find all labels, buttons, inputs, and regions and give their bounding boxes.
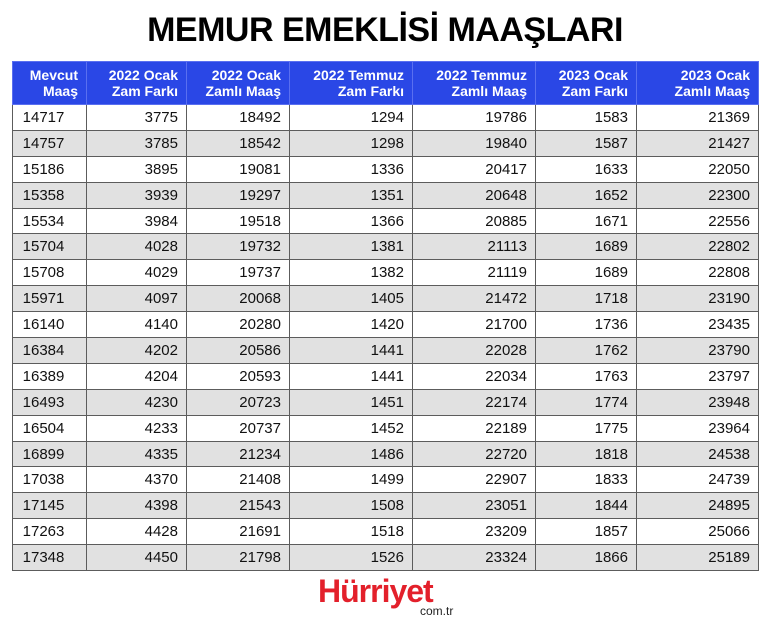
table-cell: 15704 <box>13 234 87 260</box>
table-cell: 1689 <box>536 234 637 260</box>
table-cell: 1833 <box>536 467 637 493</box>
table-cell: 24739 <box>637 467 759 493</box>
table-row <box>13 363 759 389</box>
column-header <box>637 62 759 105</box>
table-cell: 16389 <box>13 363 87 389</box>
table-cell: 22034 <box>413 363 536 389</box>
table-cell: 20648 <box>413 182 536 208</box>
table-cell: 17263 <box>13 519 87 545</box>
table-cell: 22556 <box>637 208 759 234</box>
table-cell: 4202 <box>87 338 187 364</box>
table-cell: 4028 <box>87 234 187 260</box>
table-cell: 4428 <box>87 519 187 545</box>
table-cell: 22720 <box>413 441 536 467</box>
table-cell: 1441 <box>290 338 413 364</box>
table-cell: 23790 <box>637 338 759 364</box>
table-row <box>13 105 759 131</box>
table-cell: 21113 <box>413 234 536 260</box>
table-cell: 1866 <box>536 545 637 571</box>
table-cell: 15358 <box>13 182 87 208</box>
table-cell: 18542 <box>187 130 290 156</box>
column-header-line: Mevcut <box>29 67 78 83</box>
table-header <box>13 62 759 105</box>
table-cell: 23051 <box>413 493 536 519</box>
table-cell: 21798 <box>187 545 290 571</box>
column-header <box>413 62 536 105</box>
column-header-line: Zamlı Maaş <box>674 83 750 99</box>
column-header <box>536 62 637 105</box>
table-row <box>13 519 759 545</box>
table-row <box>13 286 759 312</box>
table-cell: 22050 <box>637 156 759 182</box>
table-cell: 22802 <box>637 234 759 260</box>
table-row <box>13 545 759 571</box>
table-cell: 16493 <box>13 389 87 415</box>
table-cell: 19081 <box>187 156 290 182</box>
column-header-line: Zam Farkı <box>561 83 628 99</box>
table-cell: 1405 <box>290 286 413 312</box>
salary-table <box>12 61 759 571</box>
table-cell: 1583 <box>536 105 637 131</box>
table-cell: 20586 <box>187 338 290 364</box>
table-cell: 1508 <box>290 493 413 519</box>
table-cell: 1762 <box>536 338 637 364</box>
table-cell: 21408 <box>187 467 290 493</box>
table-cell: 4140 <box>87 312 187 338</box>
table-cell: 3775 <box>87 105 187 131</box>
table-cell: 19518 <box>187 208 290 234</box>
table-cell: 1652 <box>536 182 637 208</box>
table-cell: 15534 <box>13 208 87 234</box>
table-cell: 21119 <box>413 260 536 286</box>
table-cell: 1420 <box>290 312 413 338</box>
table-cell: 1689 <box>536 260 637 286</box>
table-cell: 24538 <box>637 441 759 467</box>
table-cell: 23209 <box>413 519 536 545</box>
table-cell: 23324 <box>413 545 536 571</box>
table-cell: 22028 <box>413 338 536 364</box>
table-cell: 15186 <box>13 156 87 182</box>
table-body <box>13 105 759 571</box>
table-cell: 22189 <box>413 415 536 441</box>
table-cell: 14717 <box>13 105 87 131</box>
table-cell: 25189 <box>637 545 759 571</box>
column-header-line: 2022 Ocak <box>211 67 281 83</box>
table-cell: 15971 <box>13 286 87 312</box>
table-cell: 14757 <box>13 130 87 156</box>
column-header-line: 2022 Temmuz <box>436 67 527 83</box>
table-row <box>13 467 759 493</box>
table-cell: 23948 <box>637 389 759 415</box>
table-cell: 17348 <box>13 545 87 571</box>
table-cell: 22174 <box>413 389 536 415</box>
table-cell: 23797 <box>637 363 759 389</box>
column-header <box>187 62 290 105</box>
table-cell: 4230 <box>87 389 187 415</box>
table-row <box>13 312 759 338</box>
table-row <box>13 260 759 286</box>
table-cell: 4097 <box>87 286 187 312</box>
table-cell: 1298 <box>290 130 413 156</box>
table-cell: 24895 <box>637 493 759 519</box>
table-row <box>13 208 759 234</box>
table-cell: 21427 <box>637 130 759 156</box>
column-header-line: Zam Farkı <box>111 83 178 99</box>
table-cell: 16384 <box>13 338 87 364</box>
table-cell: 4233 <box>87 415 187 441</box>
table-cell: 15708 <box>13 260 87 286</box>
table-cell: 1451 <box>290 389 413 415</box>
table-cell: 1763 <box>536 363 637 389</box>
table-row <box>13 415 759 441</box>
table-row <box>13 182 759 208</box>
table-row <box>13 156 759 182</box>
table-cell: 21234 <box>187 441 290 467</box>
column-header <box>87 62 187 105</box>
column-header-line: 2022 Temmuz <box>313 67 404 83</box>
table-cell: 1382 <box>290 260 413 286</box>
table-cell: 23964 <box>637 415 759 441</box>
table-cell: 1441 <box>290 363 413 389</box>
table-cell: 16504 <box>13 415 87 441</box>
column-header-line: Maaş <box>42 83 78 99</box>
table-cell: 4335 <box>87 441 187 467</box>
table-row <box>13 338 759 364</box>
table-cell: 16899 <box>13 441 87 467</box>
hurriyet-logo <box>318 572 468 618</box>
table-cell: 19297 <box>187 182 290 208</box>
table-cell: 21472 <box>413 286 536 312</box>
table-cell: 16140 <box>13 312 87 338</box>
table-cell: 3785 <box>87 130 187 156</box>
column-header-line: Zamlı Maaş <box>451 83 527 99</box>
table-cell: 17145 <box>13 493 87 519</box>
table-cell: 1499 <box>290 467 413 493</box>
table-cell: 4029 <box>87 260 187 286</box>
table-cell: 3984 <box>87 208 187 234</box>
table-cell: 22907 <box>413 467 536 493</box>
table-cell: 1857 <box>536 519 637 545</box>
table-cell: 1518 <box>290 519 413 545</box>
table-cell: 17038 <box>13 467 87 493</box>
table-cell: 20885 <box>413 208 536 234</box>
table-cell: 25066 <box>637 519 759 545</box>
column-header-line: Zamlı Maaş <box>205 83 281 99</box>
table-cell: 1775 <box>536 415 637 441</box>
table-cell: 19737 <box>187 260 290 286</box>
table-cell: 1366 <box>290 208 413 234</box>
table-cell: 4398 <box>87 493 187 519</box>
logo-wordmark: Hürriyet <box>318 573 433 609</box>
table-cell: 1336 <box>290 156 413 182</box>
table-cell: 4370 <box>87 467 187 493</box>
table-cell: 1486 <box>290 441 413 467</box>
header-row <box>13 62 759 105</box>
table-cell: 1736 <box>536 312 637 338</box>
column-header-line: 2022 Ocak <box>108 67 178 83</box>
table-cell: 21700 <box>413 312 536 338</box>
table-row <box>13 130 759 156</box>
table-cell: 20593 <box>187 363 290 389</box>
column-header <box>290 62 413 105</box>
column-header-line: 2023 Ocak <box>680 67 750 83</box>
table-cell: 20280 <box>187 312 290 338</box>
table-cell: 4450 <box>87 545 187 571</box>
column-header <box>13 62 87 105</box>
table-cell: 19786 <box>413 105 536 131</box>
table-cell: 23435 <box>637 312 759 338</box>
table-cell: 1718 <box>536 286 637 312</box>
table-cell: 21369 <box>637 105 759 131</box>
table-row <box>13 389 759 415</box>
table-cell: 1452 <box>290 415 413 441</box>
table-cell: 3939 <box>87 182 187 208</box>
table-cell: 20723 <box>187 389 290 415</box>
table-cell: 1381 <box>290 234 413 260</box>
table-cell: 21543 <box>187 493 290 519</box>
table-cell: 1671 <box>536 208 637 234</box>
page-title: MEMUR EMEKLİSİ MAAŞLARI <box>147 11 623 49</box>
table-cell: 19732 <box>187 234 290 260</box>
table-cell: 22300 <box>637 182 759 208</box>
table-cell: 22808 <box>637 260 759 286</box>
table-cell: 20068 <box>187 286 290 312</box>
table-cell: 1844 <box>536 493 637 519</box>
logo-domain: com.tr <box>420 604 454 618</box>
table-cell: 20737 <box>187 415 290 441</box>
table-cell: 1294 <box>290 105 413 131</box>
table-cell: 1818 <box>536 441 637 467</box>
table-row <box>13 441 759 467</box>
table-cell: 1774 <box>536 389 637 415</box>
table-row <box>13 234 759 260</box>
column-header-line: 2023 Ocak <box>558 67 628 83</box>
table-cell: 1587 <box>536 130 637 156</box>
table-cell: 3895 <box>87 156 187 182</box>
table-row <box>13 493 759 519</box>
table-cell: 1351 <box>290 182 413 208</box>
table-cell: 19840 <box>413 130 536 156</box>
table-cell: 18492 <box>187 105 290 131</box>
table-cell: 4204 <box>87 363 187 389</box>
table-cell: 20417 <box>413 156 536 182</box>
table-cell: 1633 <box>536 156 637 182</box>
column-header-line: Zam Farkı <box>337 83 404 99</box>
table-cell: 1526 <box>290 545 413 571</box>
table-cell: 21691 <box>187 519 290 545</box>
table-cell: 23190 <box>637 286 759 312</box>
